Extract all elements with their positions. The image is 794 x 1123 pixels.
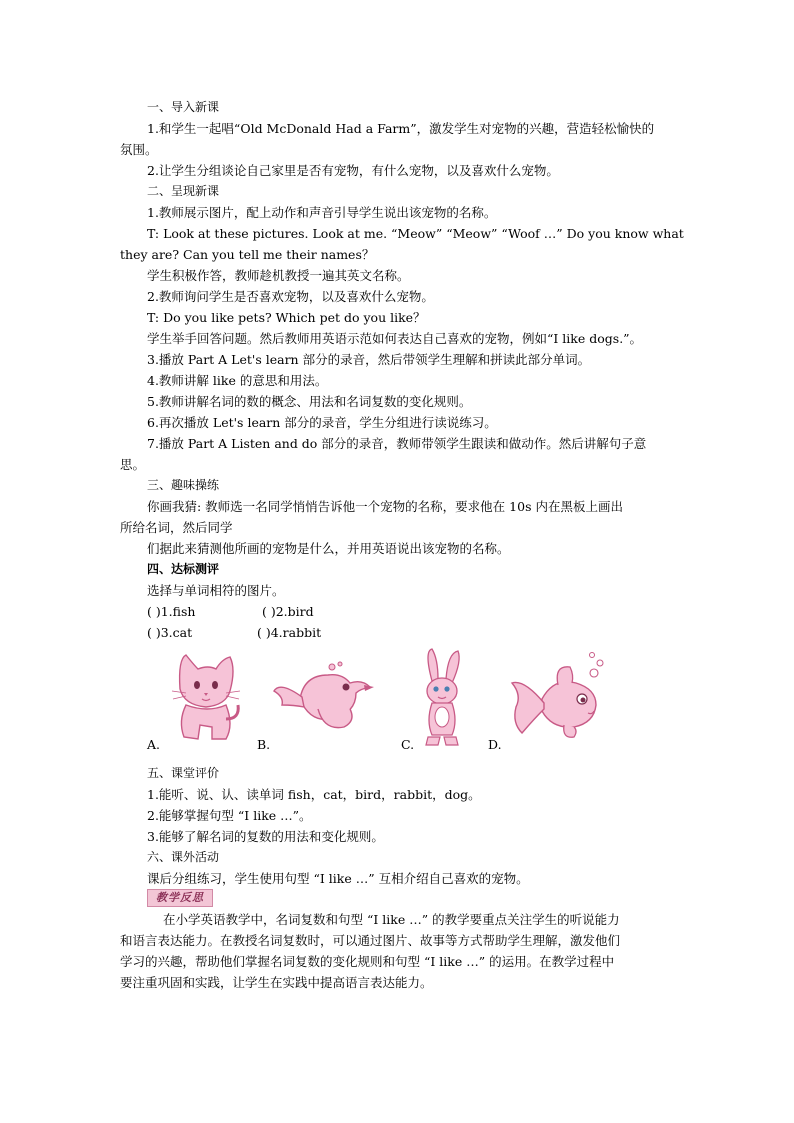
picture-label-c: C. xyxy=(401,737,415,752)
paragraph: 学生积极作答，教师趁机教授一遍其英文名称。 xyxy=(147,268,410,283)
paragraph: 你画我猜: 教师选一名同学悄悄告诉他一个宠物的名称，要求他在 10s 内在黑板上画出 xyxy=(147,499,623,514)
bird-picture xyxy=(270,661,374,731)
paragraph: 5.教师讲解名词的数的概念、用法和名词复数的变化规则。 xyxy=(147,394,472,409)
paragraph: 3.能够了解名词的复数的用法和变化规则。 xyxy=(147,829,384,844)
section-heading-present: 二、呈现新课 xyxy=(147,184,220,198)
paragraph: 2.让学生分组谈论自己家里是否有宠物，有什么宠物，以及喜欢什么宠物。 xyxy=(147,163,559,178)
paragraph: 们据此来猜测他所画的宠物是什么，并用英语说出该宠物的名称。 xyxy=(147,541,510,556)
paragraph: 和语言表达能力。在教授名词复数时，可以通过图片、故事等方式帮助学生理解，激发他们 xyxy=(120,933,621,948)
section-heading-evaluation: 五、课堂评价 xyxy=(147,766,220,780)
paragraph: 2.教师询问学生是否喜欢宠物，以及喜欢什么宠物。 xyxy=(147,289,434,304)
quiz-item-fish: ( )1.fish xyxy=(147,604,196,619)
paragraph: 1.教师展示图片，配上动作和声音引导学生说出该宠物的名称。 xyxy=(147,205,497,220)
reflection-badge: 教学反思 xyxy=(147,889,213,907)
paragraph: T: Look at these pictures. Look at me. “Meow” “Meow” “Woof …” Do you know what xyxy=(147,226,684,241)
section-heading-extracurricular: 六、课外活动 xyxy=(147,850,220,864)
cat-picture xyxy=(164,649,244,743)
paragraph: 4.教师讲解 like 的意思和用法。 xyxy=(147,373,328,388)
paragraph: 课后分组练习，学生使用句型 “I like …” 互相介绍自己喜欢的宠物。 xyxy=(147,871,529,886)
paragraph: 要注重巩固和实践，让学生在实践中提高语言表达能力。 xyxy=(120,975,433,990)
section-heading-practice: 三、趣味操练 xyxy=(147,478,220,492)
picture-label-b: B. xyxy=(257,737,271,752)
paragraph: 思。 xyxy=(120,457,146,472)
picture-label-d: D. xyxy=(488,737,502,752)
paragraph: 在小学英语教学中，名词复数和句型 “I like …” 的教学要重点关注学生的听说能力 xyxy=(163,912,620,927)
fish-picture xyxy=(508,649,604,741)
paragraph: they are? Can you tell me their names？ xyxy=(120,247,375,262)
paragraph: 所给名词，然后同学 xyxy=(120,520,233,535)
picture-row xyxy=(140,645,610,760)
paragraph: 7.播放 Part A Listen and do 部分的录音，教师带领学生跟读和做动作。然后讲解句子意 xyxy=(147,436,647,451)
section-heading-test: 四、达标测评 xyxy=(147,562,220,576)
paragraph: 学习的兴趣，帮助他们掌握名词复数的变化规则和句型 “I like …” 的运用。在教学过程中 xyxy=(120,954,615,969)
quiz-item-cat: ( )3.cat xyxy=(147,625,193,640)
paragraph: 2.能够掌握句型 “I like …”。 xyxy=(147,808,312,823)
quiz-item-bird: ( )2.bird xyxy=(262,604,314,619)
quiz-item-rabbit: ( )4.rabbit xyxy=(257,625,322,640)
paragraph: 1.和学生一起唱“Old McDonald Had a Farm”，激发学生对宠物的兴趣，营造轻松愉快的 xyxy=(147,121,655,136)
rabbit-picture xyxy=(420,647,466,747)
paragraph: 6.再次播放 Let's learn 部分的录音，学生分组进行读说练习。 xyxy=(147,415,497,430)
paragraph: 1.能听、说、认、读单词 fish，cat，bird，rabbit，dog。 xyxy=(147,787,481,802)
paragraph: 学生举手回答问题。然后教师用英语示范如何表达自己喜欢的宠物，例如“I like dogs.”。 xyxy=(147,331,643,346)
paragraph: 氛围。 xyxy=(120,142,158,157)
picture-label-a: A. xyxy=(147,737,161,752)
paragraph: T: Do you like pets? Which pet do you like？ xyxy=(147,310,426,325)
paragraph: 3.播放 Part A Let's learn 部分的录音，然后带领学生理解和拼读此部分单词。 xyxy=(147,352,591,367)
section-heading-intro: 一、导入新课 xyxy=(147,100,220,114)
paragraph: 选择与单词相符的图片。 xyxy=(147,583,285,598)
